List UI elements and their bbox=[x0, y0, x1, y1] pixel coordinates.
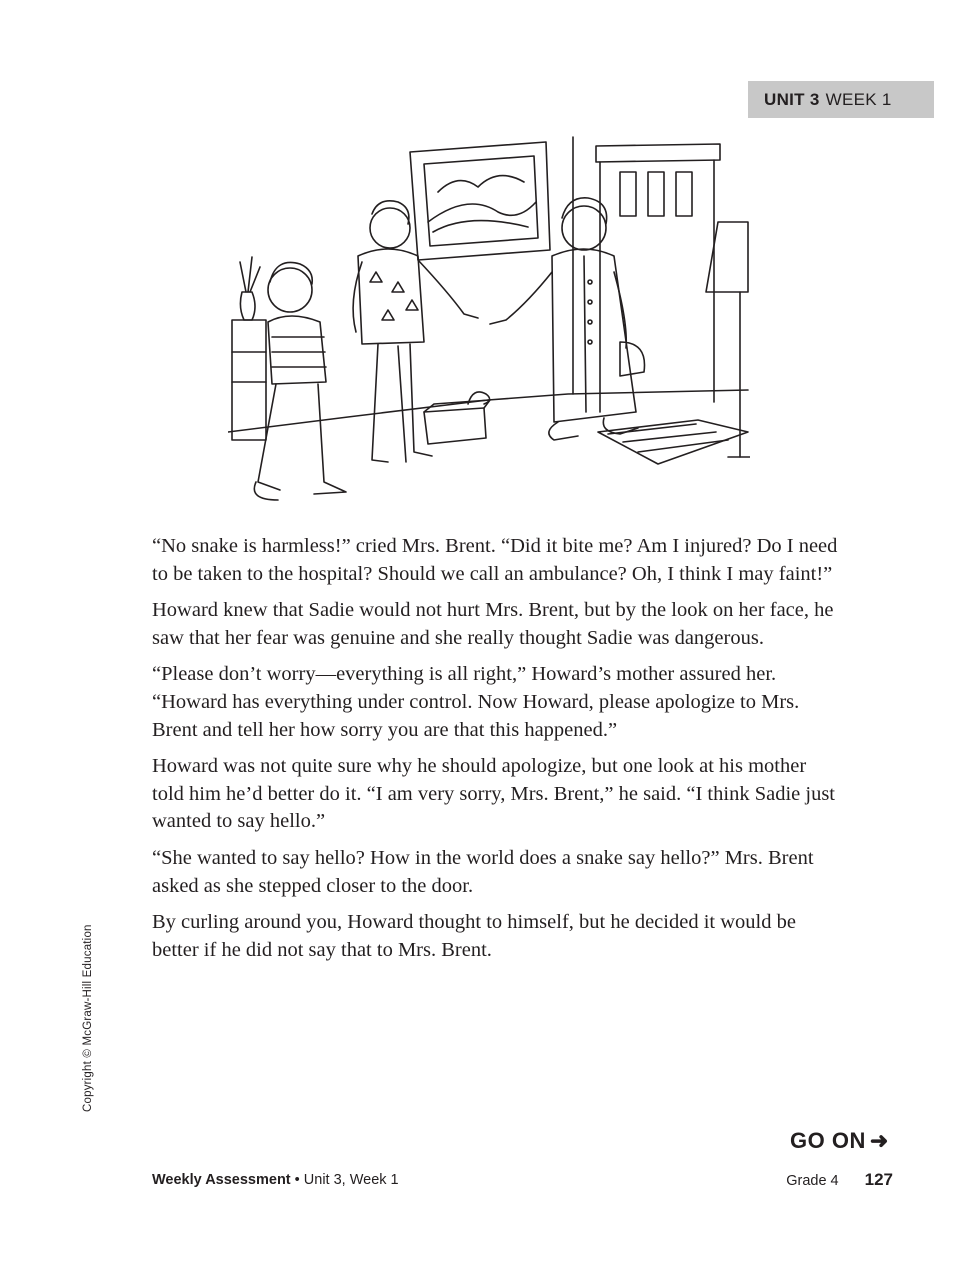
rug bbox=[598, 420, 748, 464]
dresser bbox=[232, 257, 266, 440]
story-paragraph: “No snake is harmless!” cried Mrs. Brent. “Did it bite me? Am I injured? Do I need to be taken to the hospital? Should we call an ambulance? Oh, I think I may faint!” bbox=[152, 535, 838, 585]
footer-separator: • bbox=[290, 1172, 304, 1188]
unit-week-tab bbox=[748, 81, 934, 118]
footer-assessment-info bbox=[152, 1172, 399, 1188]
neighbor-figure bbox=[490, 198, 645, 440]
boy-figure bbox=[254, 262, 346, 500]
story-illustration bbox=[228, 132, 750, 512]
arrow-right-icon: ➜ bbox=[869, 1128, 889, 1153]
footer-grade: Grade 4 bbox=[786, 1173, 839, 1189]
story-paragraph: “She wanted to say hello? How in the world does a snake say hello?” Mrs. Brent asked as she stepped closer to the door. bbox=[152, 846, 814, 897]
story-paragraph: “Please don’t worry—everything is all right,” Howard’s mother assured her. “Howard has everything under control. Now Howard, please apologize to Mrs. Brent and tell her how sorry you are that this happened.” bbox=[152, 663, 800, 741]
copyright-notice: Copyright © McGraw-Hill Education bbox=[82, 924, 94, 1112]
page-number: 127 bbox=[864, 1170, 893, 1189]
footer-title: Weekly Assessment bbox=[152, 1172, 291, 1188]
story-paragraph: Howard was not quite sure why he should apologize, but one look at his mother told him he’d better do it. “I am very sorry, Mrs. Brent,” he said. “I think Sadie just wanted to say hello.” bbox=[152, 755, 835, 833]
story-paragraph: By curling around you, Howard thought to himself, but he decided it would be better if he did not say that to Mrs. Brent. bbox=[152, 911, 796, 961]
week-label: WEEK 1 bbox=[825, 89, 892, 109]
lamp bbox=[706, 222, 750, 457]
unit-label: UNIT 3 bbox=[764, 89, 820, 109]
framed-picture bbox=[410, 142, 550, 260]
story-text bbox=[152, 533, 842, 973]
go-on-label: GO ON bbox=[790, 1128, 866, 1153]
go-on-indicator bbox=[790, 1128, 889, 1154]
footer-page-info bbox=[786, 1170, 893, 1190]
door bbox=[596, 144, 720, 412]
snake-box bbox=[424, 392, 490, 444]
mother-figure bbox=[353, 201, 478, 462]
story-paragraph: Howard knew that Sadie would not hurt Mrs. Brent, but by the look on her face, he saw that her fear was genuine and she really thought Sadie was dangerous. bbox=[152, 599, 834, 649]
footer-unit-week: Unit 3, Week 1 bbox=[303, 1172, 399, 1188]
